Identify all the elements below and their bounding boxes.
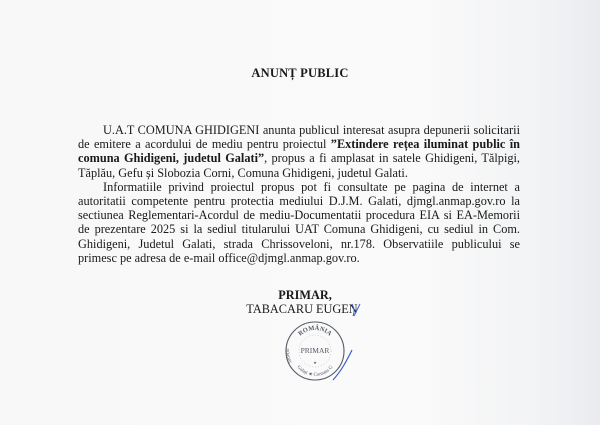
- stamp-left-text: Județul: [285, 348, 294, 364]
- announcement-location: , propus a fi amplasat in satele Ghidigeni, Tălpigi, Tăplău, Gefu și Slobozia Corni, Comuna Ghidigeni, judetul Galati.: [78, 151, 521, 180]
- project-name: ”Extindere rețea iluminat public în comuna Ghidigeni, judetul Galati”: [78, 137, 520, 166]
- announcement-intro: U.A.T COMUNA GHIDIGENI anunta publicul interesat asupra depunerii solicitarii de emitere a acordului de mediu pentru proiectul: [78, 123, 520, 152]
- document-body: [78, 123, 520, 265]
- paragraph-announcement: [78, 123, 520, 180]
- signatory-name: TABACARU EUGEN: [246, 302, 358, 316]
- handwritten-signature-icon: [330, 300, 380, 390]
- svg-text:Județul: [286, 348, 294, 364]
- stamp-top-text: ROMÂNIA: [297, 324, 333, 338]
- paragraph-information: Informatiile privind proiectul propus pot fi consultate pe pagina de internet a autoritatii competente pentru protectia mediului D.J.M. Galati, djmgl.anmap.gov.ro la sectiunea Reglementari-Acordul de mediu-Documentatii procedura EIA si EA-Memorii de prezentare 2025 si la sediul titularului UAT Comuna Ghidigeni, cu sediul in Com. Ghidigeni, Judetul Galati, strada Chrissoveloni, nr.178. Observatiile publicului se primesc pe adresa de e-mail office@djmgl.anmap.gov.ro.: [78, 179, 520, 265]
- svg-text:ROMÂNIA: [297, 324, 333, 338]
- stamp-bottom-text: Galați ★ Comuna G: [295, 365, 335, 379]
- document-title: ANUNȚ PUBLIC: [251, 66, 349, 80]
- svg-text:★: ★: [313, 360, 317, 365]
- stamp-center-text: PRIMAR: [300, 346, 330, 355]
- signatory-role: PRIMAR,: [278, 288, 332, 302]
